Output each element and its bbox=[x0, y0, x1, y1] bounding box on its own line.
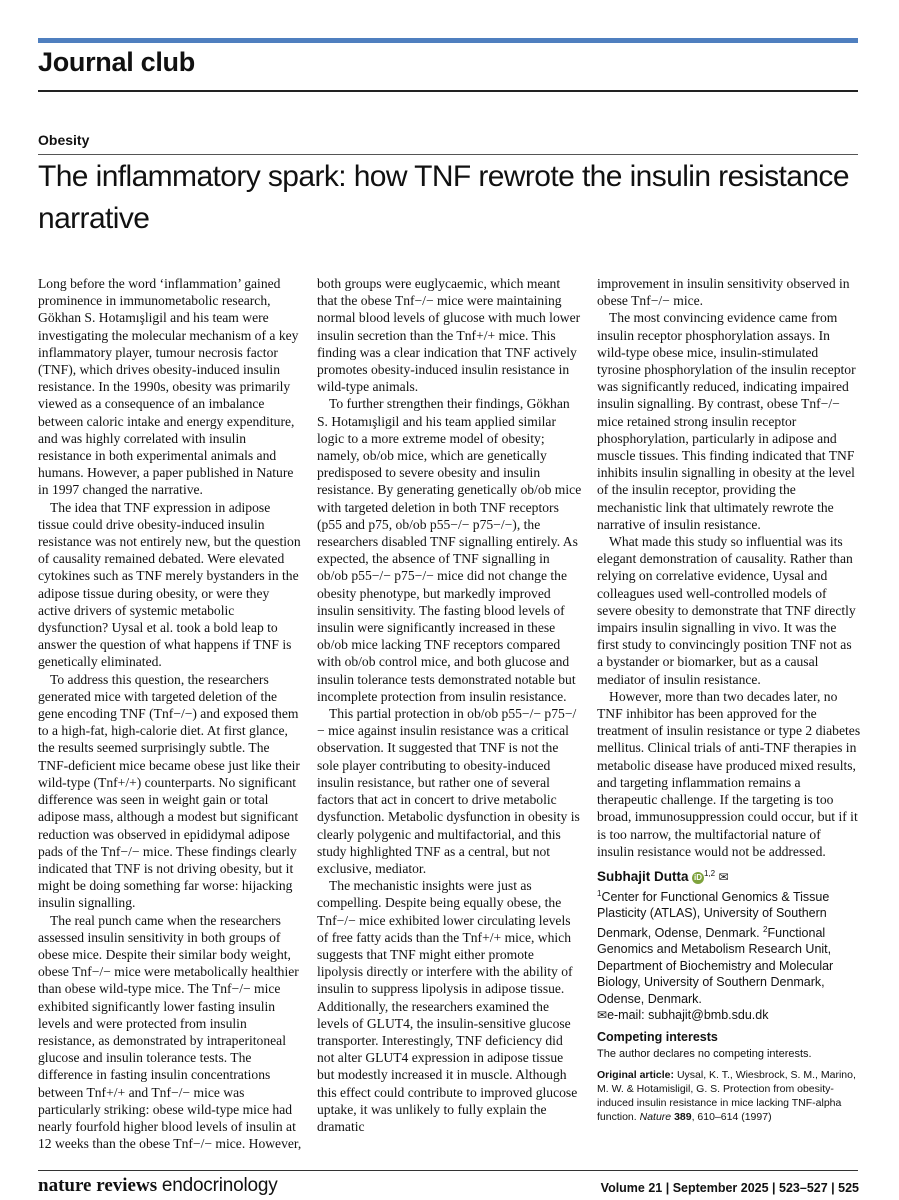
author-affiliation-numbers: 1,2 bbox=[703, 869, 716, 878]
paragraph: both groups were euglycaemic, which meant that the obese Tnf−/− mice were maintaining normal blood levels of glucose with much lower insulin secretion than the Tnf+/+ mice. This finding was a clear indication that TNF actively promotes obesity-induced insulin resistance in wild-type animals. bbox=[317, 276, 581, 395]
original-article-citation: Uysal, K. T., Wiesbrock, S. M., Marino, M. W. & Hotamisligil, G. S. Protection from obesity-induced insulin resistance in mice lacking TNF-alpha function. bbox=[597, 1069, 856, 1123]
paragraph: improvement in insulin sensitivity observed in obese Tnf−/− mice. bbox=[597, 276, 850, 309]
email-line bbox=[597, 1007, 861, 1024]
topic-kicker: Obesity bbox=[38, 132, 90, 148]
paragraph: The most convincing evidence came from insulin receptor phosphorylation assays. In wild-type obese mice, insulin-stimulated tyrosine phosphorylation of the insulin receptor was significantly reduced, indicating impaired insulin signalling. By contrast, obese Tnf−/− mice retained strong insulin receptor phosphorylation, particularly in adipose and muscle tissues. This finding indicated that TNF inhibits insulin signalling in obesity at the level of the insulin receptor, providing the mechanistic link that ultimately rewrote the narrative of insulin resistance. bbox=[597, 310, 856, 532]
affiliation-1 bbox=[597, 886, 861, 1008]
affiliation-number: 2 bbox=[763, 924, 768, 934]
journal-brand bbox=[38, 1175, 278, 1197]
author-block bbox=[597, 866, 861, 1024]
competing-interests-heading: Competing interests bbox=[597, 1030, 718, 1044]
competing-interests bbox=[597, 1030, 861, 1061]
envelope-icon: ✉ bbox=[597, 1008, 608, 1023]
body-column-1 bbox=[38, 275, 302, 1152]
header-accent-bar bbox=[38, 38, 858, 43]
competing-interests-text: The author declares no competing interests. bbox=[597, 1048, 812, 1060]
paragraph: To address this question, the researchers generated mice with targeted deletion of the gene encoding TNF (Tnf−/−) and exposed them to a high-fat, high-calorie diet. At first glance, the results seemed surprisingly subtle. The TNF-deficient mice became obese just like their wild-type (Tnf+/+) counterparts. No significant difference was seen in weight gain or total adipose mass, although a modest but significant reduction was observed in epididymal adipose pads of the Tnf−/− mice. These findings clearly indicated that TNF is not driving obesity, but it might be doing something far worse: hijacking insulin signalling. bbox=[38, 671, 300, 911]
footer-rule bbox=[38, 1170, 858, 1171]
envelope-icon[interactable]: ✉ bbox=[718, 870, 729, 885]
original-article bbox=[597, 1068, 861, 1124]
paragraph: This partial protection in ob/ob p55−/− p75−/− mice against insulin resistance was a critical observation. It suggested that TNF is not the sole player contributing to obesity-induced insulin resistance, but rather one of several factors that act in concert to drive metabolic dysfunction. Metabolic dysfunction in obesity is clearly polygenic and multifactorial, and this study highlighted TNF as a central, but not exclusive, mediator. bbox=[317, 706, 580, 876]
brand-part-2: endocrinology bbox=[161, 1175, 278, 1196]
original-article-pages: , 610–614 (1997) bbox=[691, 1111, 772, 1123]
header-rule bbox=[38, 90, 858, 92]
affiliation-text: Center for Functional Genomics & Tissue Plasticity (ATLAS), University of Southern Denmark, Odense, Denmark. bbox=[597, 889, 830, 940]
paragraph: The mechanistic insights were just as compelling. Despite being equally obese, the Tnf−/− mice exhibited lower circulating levels of free fatty acids than the Tnf+/+ mice, which suggests that TNF might either promote lipolysis directly or interfere with the ability of insulin to suppress lipolysis in adipose tissue. Additionally, the researchers examined the levels of GLUT4, the insulin-sensitive glucose transporter. Interestingly, TNF deficiency did not alter GLUT4 expression in adipose tissue but modestly increased it in muscle. Although this effect could contribute to improved glucose uptake, it was unlikely to fully explain the dramatic bbox=[317, 878, 578, 1134]
paragraph: However, more than two decades later, no TNF inhibitor has been approved for the treatment of insulin resistance or type 2 diabetes mellitus. Clinical trials of anti-TNF therapies in metabolic disease have produced mixed results, and targeting inflammation remains a therapeutic challenge. If the targeting is too broad, immunosuppression could occur, but if it is too narrow, the multifactorial nature of insulin resistance would not be addressed. bbox=[597, 688, 861, 859]
paragraph: What made this study so influential was its elegant demonstration of causality. Rather than relying on correlative evidence, Uysal and colleagues used well-controlled models of severe obesity to demonstrate that TNF directly impairs insulin signalling in vivo. It was the first study to convincingly position TNF not as a bystander or biomarker, but as a causal mediator of insulin resistance. bbox=[597, 534, 856, 687]
paragraph: The real punch came when the researchers assessed insulin sensitivity in both groups of obese mice. Despite their similar body weight, obese Tnf−/− mice were metabolically healthier than obese wild-type mice. The Tnf−/− mice exhibited significantly lower fasting insulin levels and were protected from insulin resistance, as demonstrated by intraperitoneal glucose and insulin tolerance tests. The difference in fasting insulin concentrations between Tnf+/+ and Tnf−/− mice was particularly striking: obese wild-type mice had nearly fourfold higher blood levels of insulin at 12 weeks than the obese Tnf−/− mice. However, bbox=[38, 912, 302, 1152]
article-title: The inflammatory spark: how TNF rewrote the insulin resistance narrative bbox=[38, 160, 849, 235]
kicker-rule bbox=[38, 154, 858, 155]
original-article-label: Original article: bbox=[597, 1069, 675, 1081]
affiliation-text: Functional Genomics and Metabolism Research Unit, Department of Biochemistry and Molecular Biology, University of Southern Denmark, Odense, Denmark. bbox=[597, 925, 834, 1006]
body-column-2 bbox=[317, 275, 583, 1135]
brand-part-1: nature reviews bbox=[38, 1175, 158, 1196]
paragraph: Long before the word ‘inflammation’ gained prominence in immunometabolic research, Gökhan S. Hotamışligil and his team were investigating the molecular mechanism of a key inflammatory player, tumour necrosis factor (TNF), which drives obesity-induced insulin resistance. In the 1990s, obesity was primarily viewed as a consequence of an imbalance between caloric intake and energy expenditure, and was highly correlated with insulin resistance in both experimental animals and humans. However, a paper published in Nature in 1997 changed the narrative. bbox=[38, 276, 299, 498]
paragraph: To further strengthen their findings, Gökhan S. Hotamışligil and his team applied similar logic to a more extreme model of obesity; namely, ob/ob mice, which are genetically predisposed to severe obesity and insulin resistance. By generating genetically ob/ob mice with targeted deletion in both TNF receptors (p55 and p75, ob/ob p55−/− p75−/−), the researchers disabled TNF signalling entirely. As expected, the absence of TNF signalling in ob/ob p55−/− p75−/− mice did not change the obesity phenotype, but markedly improved insulin sensitivity. The fasting blood levels of insulin were significantly increased in these ob/ob mice lacking TNF receptors compared with ob/ob control mice, and both glucose and insulin tolerance tests demonstrated notable but incomplete protection from insulin resistance. bbox=[317, 396, 582, 704]
body-column-3 bbox=[597, 275, 861, 860]
issue-info: Volume 21 | September 2025 | 523–527 | 525 bbox=[600, 1181, 859, 1195]
orcid-icon[interactable]: iD bbox=[693, 872, 702, 882]
section-heading: Journal club bbox=[38, 47, 195, 77]
affiliation-number: 1 bbox=[597, 888, 602, 898]
original-article-volume: 389 bbox=[674, 1111, 692, 1123]
paragraph: The idea that TNF expression in adipose tissue could drive obesity-induced insulin resistance was not entirely new, but the question of causality remained debated. Were elevated cytokines such as TNF merely bystanders in the adipose tissue during obesity, or were they active drivers of systemic metabolic dysfunction? Uysal et al. took a bold leap to answer the question of what happens if TNF is genetically eliminated. bbox=[38, 499, 301, 670]
original-article-journal: Nature bbox=[639, 1111, 672, 1123]
email-link[interactable]: subhajit@bmb.sdu.dk bbox=[648, 1008, 769, 1023]
email-label: e-mail: bbox=[607, 1008, 645, 1023]
author-name: Subhajit Dutta bbox=[597, 869, 689, 885]
